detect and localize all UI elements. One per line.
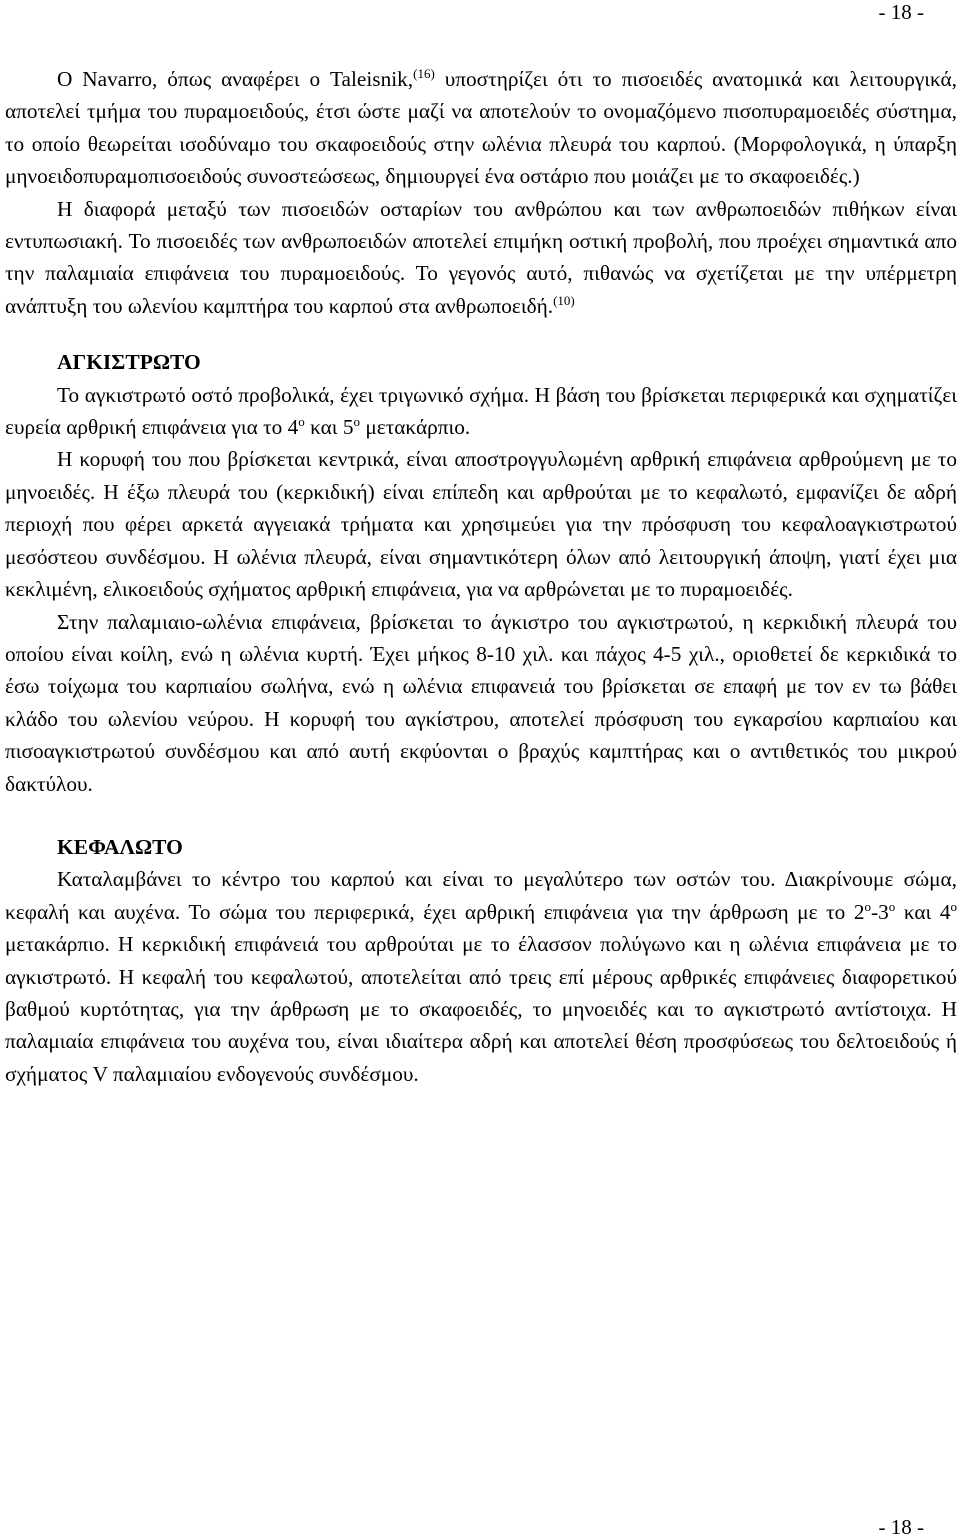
intro-p1-text-b: υποστηρίζει ότι το πισοειδές ανατομικά και λειτουργικά, αποτελεί τμήμα του πυραμοειδούς, έτσι ώστε μαζί να αποτελούν το ονομαζόμενο πισοπυραμοειδές σύστημα, το οποίο θεωρείται ισοδύναμο του σκαφοειδούς στην ωλένια πλευρά του καρπού. (Μορφολογικά, η ύπαρξη μηνοειδοπυραμοπισοειδούς συνοστεώσεως, δημιουργεί ένα οστάριο που μοιάζει με το σκαφοειδές.) — [5, 67, 957, 189]
hamate-p1-text-c: μετακάρπιο. — [360, 415, 471, 440]
ordinal-sup: ο — [353, 413, 361, 429]
spacer — [5, 800, 957, 831]
page-number-top: - 18 - — [878, 0, 924, 24]
page-number-bottom: - 18 - — [878, 1515, 924, 1539]
ordinal-sup: ο — [950, 898, 957, 914]
ordinal-sup: ο — [888, 898, 896, 914]
capitate-p1-text-b: -3 — [871, 899, 889, 924]
capitate-p1-text-a: Καταλαμβάνει το κέντρο του καρπού και είναι το μεγαλύτερο των οστών του. Διακρίνουμε σώμα, κεφαλή και αυχένα. Το σώμα του περιφερικά, έχει αρθρική επιφάνεια για την άρθρωση με το 2 — [5, 867, 957, 924]
hamate-p1-text-b: και 5 — [304, 415, 354, 440]
spacer — [5, 322, 957, 346]
capitate-paragraph-1 — [5, 863, 957, 1090]
section-heading-capitate: ΚΕΦΑΛΩΤΟ — [57, 834, 183, 859]
intro-paragraph-1 — [5, 63, 957, 193]
hamate-paragraph-2: Η κορυφή του που βρίσκεται κεντρικά, είναι αποστρογγυλωμένη αρθρική επιφάνεια αρθρούμενη με το μηνοειδές. Η έξω πλευρά του (κερκιδική) είναι επίπεδη και αρθρούται με το κεφαλωτό, εμφανίζει δε αδρή περιοχή που φέρει αρκετά αγγειακά τρήματα και χρησιμεύει για την πρόσφυση του κεφαλοαγκιστρωτού μεσόστεου συνδέσμου. Η ωλένια πλευρά, είναι σημαντικότερη όλων από λειτουργική άποψη, γιατί έχει μια κεκλιμένη, ελικοειδούς σχήματος αρθρική επιφάνεια, για να αρθρώνεται με το πυραμοειδές. — [5, 447, 957, 602]
hamate-p1-text-a: Το αγκιστρωτό οστό προβολικά, έχει τριγωνικό σχήμα. Η βάση του βρίσκεται περιφερικά και σχηματίζει ευρεία αρθρική επιφάνεια για το 4 — [5, 382, 957, 440]
ordinal-sup: ο — [864, 898, 872, 914]
ordinal-sup: ο — [298, 413, 305, 429]
intro-paragraph-2 — [5, 193, 957, 323]
citation-16: (16) — [413, 65, 435, 81]
capitate-p1-text-d: μετακάρπιο. Η κερκιδική επιφάνειά του αρθρούται με το έλασσον πολύγωνο και η ωλένια επιφάνεια με το αγκιστρωτό. Η κεφαλή του κεφαλωτού, αποτελείται από τρεις επί μέρους αρθρικές επιφάνειες διαφορετικού βαθμού κυρτότητας, για την άρθρωση με το σκαφοειδές, το μηνοειδές και το αγκιστρωτό αντίστοιχα. Η παλαμιαία επιφάνεια του αυχένα του, είναι ιδιαίτερα αδρή και αποτελεί θέση προσφύσεως του δελτοειδούς ή σχήματος V παλαμιαίου ενδογενούς συνδέσμου. — [5, 932, 957, 1086]
capitate-p1-text-c: και 4 — [895, 899, 951, 924]
section-heading-hamate: ΑΓΚΙΣΤΡΩΤΟ — [57, 350, 201, 375]
hamate-paragraph-3: Στην παλαμιαιο-ωλένια επιφάνεια, βρίσκεται το άγκιστρο του αγκιστρωτού, η κερκιδική πλευρά του οποίου είναι κοίλη, ενώ η ωλένια κυρτή. Έχει μήκος 8-10 χιλ. και πάχος 4-5 χιλ., οριοθετεί δε κερκιδικά το έσω τοίχωμα του καρπιαίου σωλήνα, ενώ η ωλένια επιφανειά του βρίσκεται σε επαφή με τον εν τω βάθει κλάδο του ωλενίου νεύρου. Η κορυφή του αγκίστρου, αποτελεί πρόσφυση του εγκαρσίου καρπιαίου και πισοαγκιστρωτού συνδέσμου και από αυτή εκφύονται ο βραχύς καμπτήρας και ο αντιθετικός του μικρού δακτύλου. — [5, 609, 957, 796]
document-body — [5, 63, 957, 1090]
hamate-paragraph-1 — [5, 379, 957, 444]
intro-p2-text: Η διαφορά μεταξύ των πισοειδών οσταρίων του ανθρώπου και των ανθρωποειδών πιθήκων είναι εντυπωσιακή. Το πισοειδές των ανθρωποειδών αποτελεί επιμήκη οστική προβολή, που προέχει σημαντικά απο την παλαμιαία επιφάνεια του πυραμοειδούς. Το γεγονός αυτό, πιθανώς να σχετίζεται με την υπέρμετρη ανάπτυξη του ωλενίου καμπτήρα του καρπού στα ανθρωποειδή. — [5, 196, 957, 318]
citation-10: (10) — [553, 292, 575, 308]
intro-p1-text-a: Ο Navarro, όπως αναφέρει ο Taleisnik, — [57, 67, 414, 91]
